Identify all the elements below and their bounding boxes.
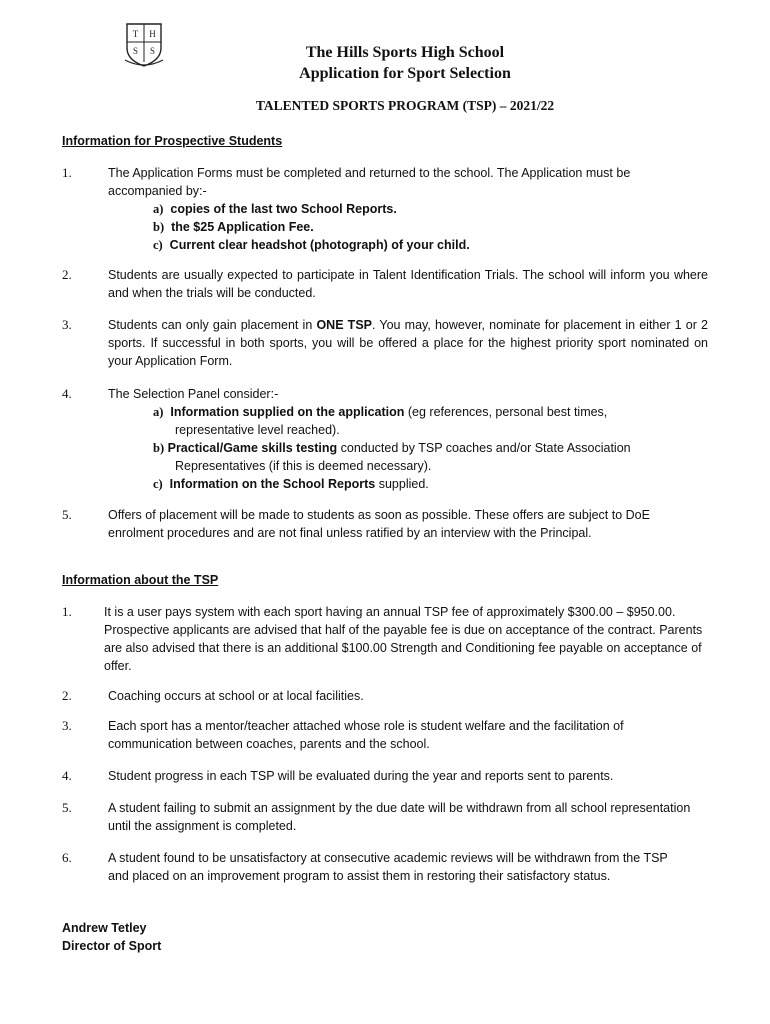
item-3-text-a: Students can only gain placement in [108,318,317,332]
sub-letter: b) [153,220,165,234]
sub-item [108,475,648,493]
list-number: 2. [62,688,72,703]
sub-text: Current clear headshot (photograph) of your child. [169,238,470,252]
program-title: TALENTED SPORTS PROGRAM (TSP) – 2021/22 [255,98,555,113]
form-title: Application for Sport Selection [299,65,511,82]
sub-letter: b) [153,441,165,455]
list-item-text: Students are usually expected to participate in Talent Identification Trials. The school will inform you where and when the trials will be conducted. [108,268,708,300]
list-item-text: Offers of placement will be made to students as soon as possible. These offers are subject to DoE enrolment procedures and are not final unless ratified by an interview with the Principal. [108,508,650,540]
sub-bold: Information supplied on the application [170,405,405,419]
svg-text:S: S [132,46,139,56]
list-number: 5. [62,800,72,815]
list-item-text: A student failing to submit an assignment by the due date will be withdrawn from all school representation until the assignment is completed. [108,801,691,833]
list-item-text: A student found to be unsatisfactory at consecutive academic reviews will be withdrawn from the TSP and placed on an improvement program to assist them in restoring their satisfactory status. [108,851,668,883]
list-item-text [108,164,668,254]
sub-item [108,200,668,218]
svg-text:H: H [149,29,156,39]
sub-text: the $25 Application Fee. [171,220,314,234]
list-number: 1. [62,165,72,180]
sub-letter: a) [153,202,164,216]
list-item-text [108,385,648,493]
list-number: 3. [62,718,72,733]
item-3-emphasis: ONE TSP [316,318,372,332]
signatory-title: Director of Sport [62,939,162,953]
list-item-text: Each sport has a mentor/teacher attached whose role is student welfare and the facilitation of communication between coaches, parents and the school. [108,719,624,751]
sub-text: conducted by TSP coaches and/or State Association Representatives (if this is deemed necessary). [175,441,631,473]
svg-text:T: T [132,29,139,39]
list-number: 3. [62,317,72,332]
sub-letter: c) [153,238,163,252]
item-4-text: The Selection Panel consider:- [108,387,279,401]
sub-item [108,236,668,254]
sub-letter: c) [153,477,163,491]
sub-text: (eg references, personal best times, representative level reached). [175,405,608,437]
signatory-name: Andrew Tetley [62,921,147,935]
svg-text:S: S [149,46,156,56]
school-crest-logo [124,22,164,68]
section-heading-about-tsp: Information about the TSP [62,573,219,587]
list-number: 4. [62,768,72,783]
sub-bold: Information on the School Reports [169,477,376,491]
list-number: 1. [62,604,72,619]
item-3-text-b: . You may, however, nominate for placement in either 1 or 2 sports. If successful in both sports, you will be offered a place for the highest priority sport nominated on your Application Form. [108,318,709,368]
sub-item [108,403,648,439]
school-name-title: The Hills Sports High School [305,44,505,61]
list-item-text: Coaching occurs at school or at local facilities. [108,689,364,703]
item-1-text: The Application Forms must be completed and returned to the school. The Application must be accompanied by:- [108,166,631,198]
sub-letter: a) [153,405,164,419]
section-heading-prospective-students: Information for Prospective Students [62,134,283,148]
list-item-text: Student progress in each TSP will be evaluated during the year and reports sent to parents. [108,769,614,783]
list-number: 2. [62,267,72,282]
sub-text: copies of the last two School Reports. [170,202,397,216]
sub-text: supplied. [375,477,429,491]
list-item-text [108,316,708,370]
sub-item [108,218,668,236]
list-number: 5. [62,507,72,522]
list-number: 4. [62,386,72,401]
list-item-text: It is a user pays system with each sport having an annual TSP fee of approximately $300.00 – $950.00. Prospective applicants are advised that half of the payable fee is due on acceptance of the contract. Parents are also advised that there is an additional $100.00 Strength and Conditioning fee payable on acceptance of offer. [104,605,703,673]
sub-bold: Practical/Game skills testing [167,441,338,455]
list-number: 6. [62,850,72,865]
sub-item [108,439,648,475]
